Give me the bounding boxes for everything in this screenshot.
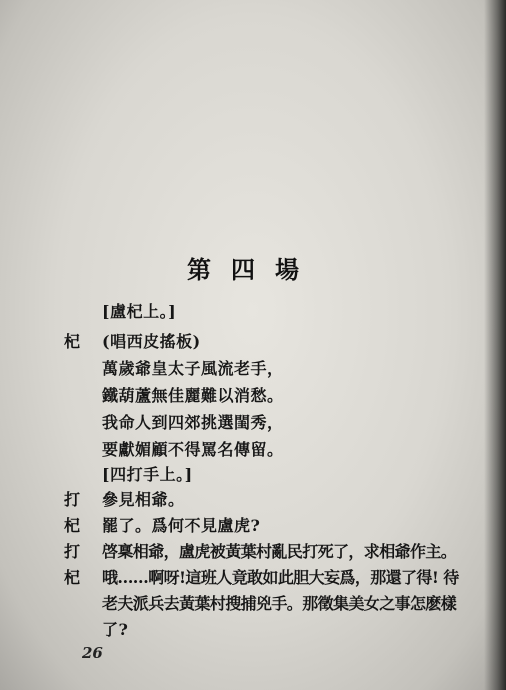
speaker-label: 打	[64, 542, 81, 561]
stage-direction: [盧杞上。]	[102, 302, 177, 321]
singing-direction: (唱西皮搖板)	[102, 332, 201, 351]
stage-direction: [四打手上。]	[102, 465, 193, 484]
page-number: 26	[82, 644, 103, 662]
lyric-line: 我命人到四郊挑選閨秀，	[102, 413, 284, 432]
dialogue-line: 罷了。爲何不見盧虎?	[102, 516, 261, 535]
dialogue-line: 啓稟相爺，盧虎被黃葉村亂民打死了，求相爺作主。	[102, 542, 457, 561]
dialogue-line: 哦……啊呀!這班人竟敢如此胆大妄爲，那還了得! 待	[102, 568, 459, 587]
lyric-line: 鐵葫蘆無佳麗難以消愁。	[102, 386, 284, 405]
lyric-line: 萬歲爺皇太子風流老手，	[102, 359, 284, 378]
speaker-label: 杞	[64, 516, 81, 535]
dialogue-line: 了?	[102, 620, 129, 639]
speaker-label: 杞	[64, 332, 81, 351]
book-spine-shadow	[484, 0, 506, 690]
dialogue-line: 參見相爺。	[102, 490, 185, 509]
speaker-label: 杞	[64, 568, 81, 587]
scene-title: 第四場	[187, 255, 319, 284]
dialogue-line: 老夫派兵去黃葉村搜捕兇手。那徵集美女之事怎麽樣	[102, 594, 457, 613]
lyric-line: 要獻媚顧不得罵名傳留。	[102, 440, 284, 459]
bleed-through-text	[40, 20, 500, 250]
speaker-label: 打	[64, 490, 81, 509]
